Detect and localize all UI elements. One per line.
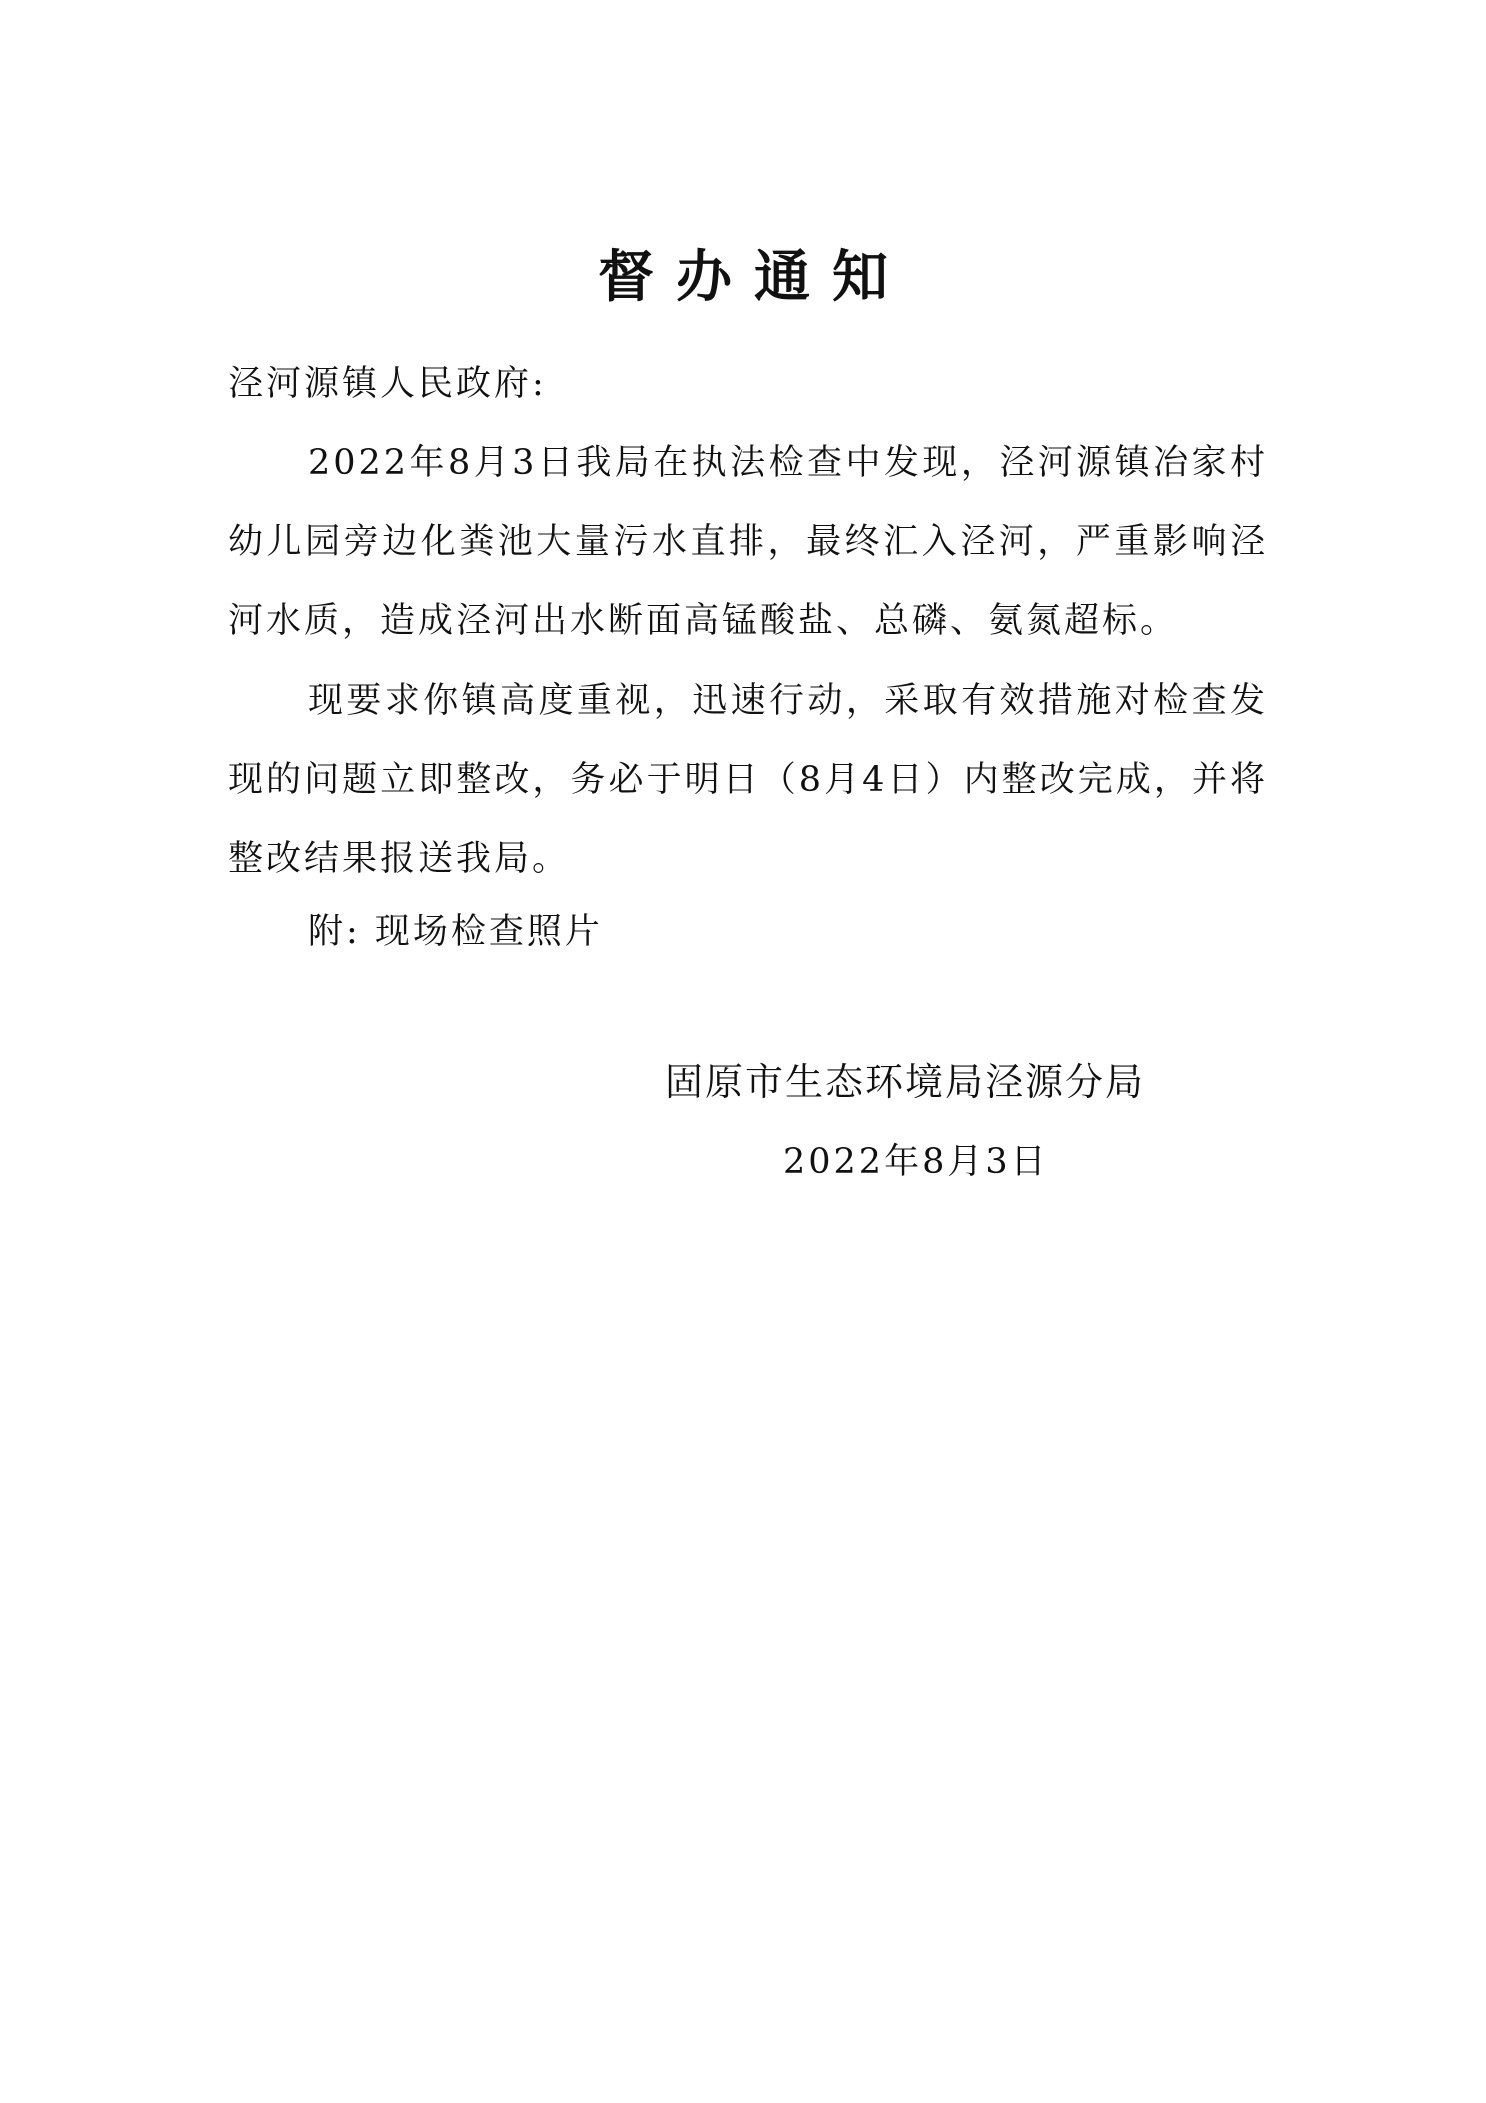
document-title: 督办通知	[598, 245, 910, 310]
signature-organization: 固原市生态环境局泾源分局	[665, 1060, 1146, 1104]
salutation: 泾河源镇人民政府:	[228, 364, 547, 404]
attachment-note: 附: 现场检查照片	[308, 912, 603, 952]
signature-date: 2022年8月3日	[783, 1142, 1049, 1182]
paragraph-requirements: 现要求你镇高度重视，迅速行动，采取有效措施对检查发现的问题立即整改，务必于明日（8月4日）内整改完成，并将整改结果报送我局。	[228, 681, 1268, 879]
paragraph-findings: 2022年8月3日我局在执法检查中发现，泾河源镇冶家村幼儿园旁边化粪池大量污水直排，最终汇入泾河，严重影响泾河水质，造成泾河出水断面高锰酸盐、总磷、氨氮超标。	[228, 443, 1268, 641]
